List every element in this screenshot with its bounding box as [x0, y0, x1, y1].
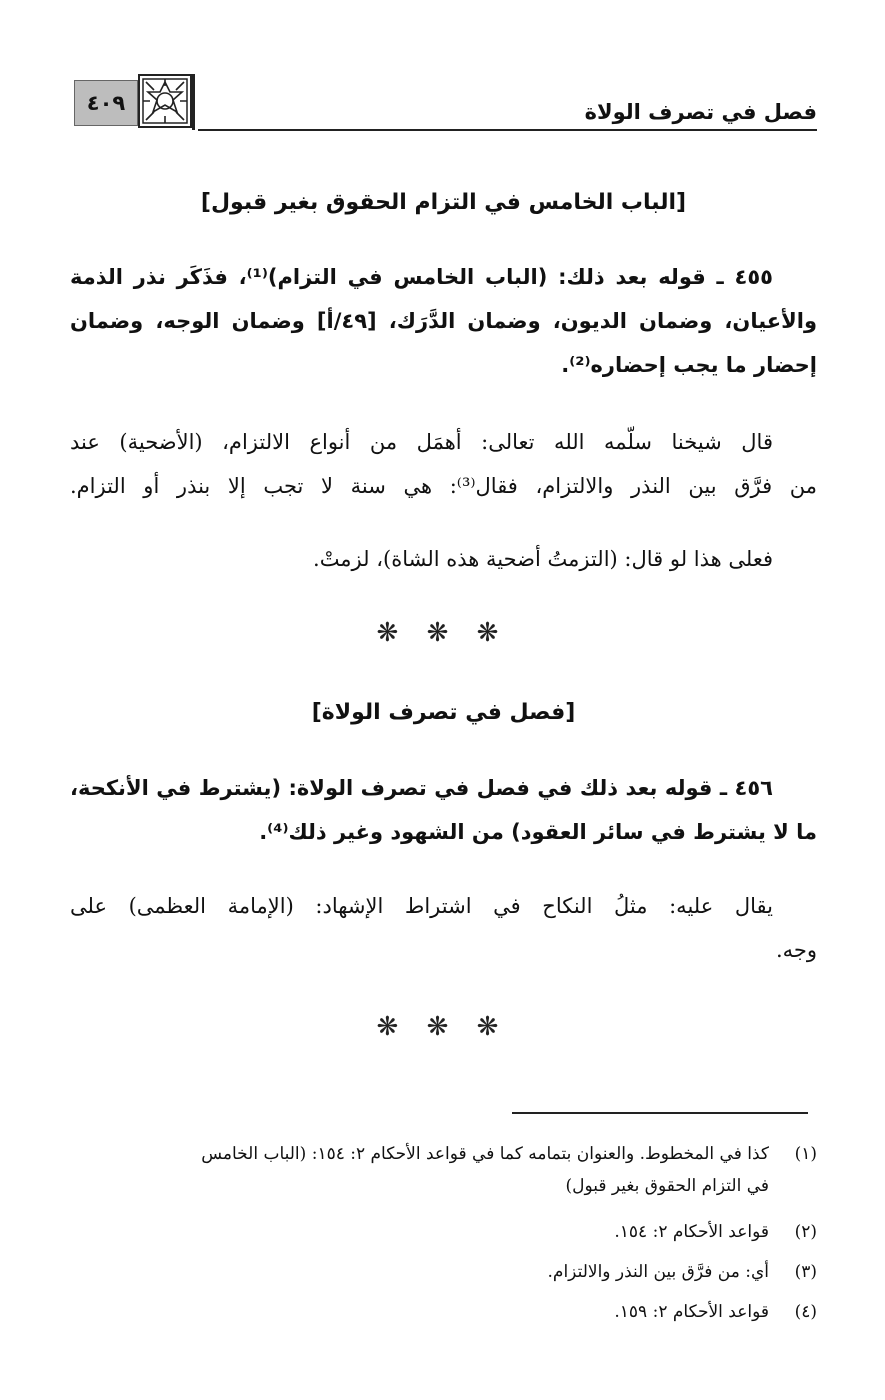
paragraph-line: يقال عليه: مثلُ النكاح في اشتراط الإشهاد: (الإمامة العظمى) على	[70, 894, 773, 918]
paragraph-line: ٤٥٦ ـ قوله بعد ذلك في فصل في تصرف الولاة: (يشترط في الأنكحة،	[70, 776, 773, 800]
section-heading-chapter-five: [الباب الخامس في التزام الحقوق بغير قبول]	[200, 190, 687, 215]
paragraph-456	[70, 766, 817, 854]
section-separator: ❋ ❋ ❋	[376, 618, 509, 648]
header-divider	[192, 74, 195, 130]
footnote-4	[70, 1296, 817, 1328]
footnote-1	[70, 1138, 817, 1202]
paragraph-line: وجه.	[775, 938, 817, 962]
paragraph-line: والأعيان، وضمان الديون، وضمان الدَّرَك، [٤٩/أ] وضمان الوجه، وضمان	[70, 309, 818, 333]
footnote-number: (١)	[794, 1144, 817, 1164]
footnote-number: (٤)	[794, 1302, 817, 1322]
section-separator: ❋ ❋ ❋	[376, 1012, 509, 1042]
paragraph-commentary-2	[70, 537, 817, 581]
section-heading-governors: [فصل في تصرف الولاة]	[311, 700, 576, 725]
running-header-title: فصل في تصرف الولاة	[584, 100, 817, 124]
paragraph-line: من فرَّق بين النذر والالتزام، فقال⁽³⁾: هي سنة لا تجب إلا بنذر أو التزام.	[70, 474, 818, 498]
footnote-text: قواعد الأحكام ٢: ١٥٩.	[614, 1302, 769, 1322]
footnote-text: في التزام الحقوق بغير قبول)	[565, 1176, 769, 1196]
paragraph-line: إحضار ما يجب إحضاره⁽²⁾.	[561, 353, 817, 377]
paragraph-line: ٤٥٥ ـ قوله بعد ذلك: (الباب الخامس في التزام)⁽¹⁾، فذَكَر نذر الذمة	[70, 265, 773, 289]
footnote-rule	[512, 1112, 808, 1114]
paragraph-line: قال شيخنا سلّمه الله تعالى: أهمَل من أنواع الالتزام، (الأضحية) عند	[70, 430, 773, 454]
paragraph-line: ما لا يشترط في سائر العقود) من الشهود وغير ذلك⁽⁴⁾.	[259, 820, 817, 844]
footnote-number: (٣)	[794, 1262, 817, 1282]
paragraph-455	[70, 255, 817, 387]
paragraph-line: فعلى هذا لو قال: (التزمتُ أضحية هذه الشاة)، لزمتْ.	[313, 547, 773, 571]
footnote-text: كذا في المخطوط. والعنوان بتمامه كما في قواعد الأحكام ٢: ١٥٤: (الباب الخامس	[201, 1144, 769, 1164]
footnote-2	[70, 1216, 817, 1248]
paragraph-commentary-1	[70, 420, 817, 508]
footnote-text: أي: من فرَّق بين النذر والالتزام.	[547, 1262, 769, 1282]
header-rule	[198, 129, 817, 131]
page-number: ٤٠٩	[74, 80, 138, 126]
footnote-text: قواعد الأحكام ٢: ١٥٤.	[614, 1222, 769, 1242]
footnote-number: (٢)	[794, 1222, 817, 1242]
ornament-icon	[138, 74, 192, 128]
page-number-badge	[74, 74, 192, 128]
footnote-3	[70, 1256, 817, 1288]
paragraph-commentary-3	[70, 884, 817, 972]
